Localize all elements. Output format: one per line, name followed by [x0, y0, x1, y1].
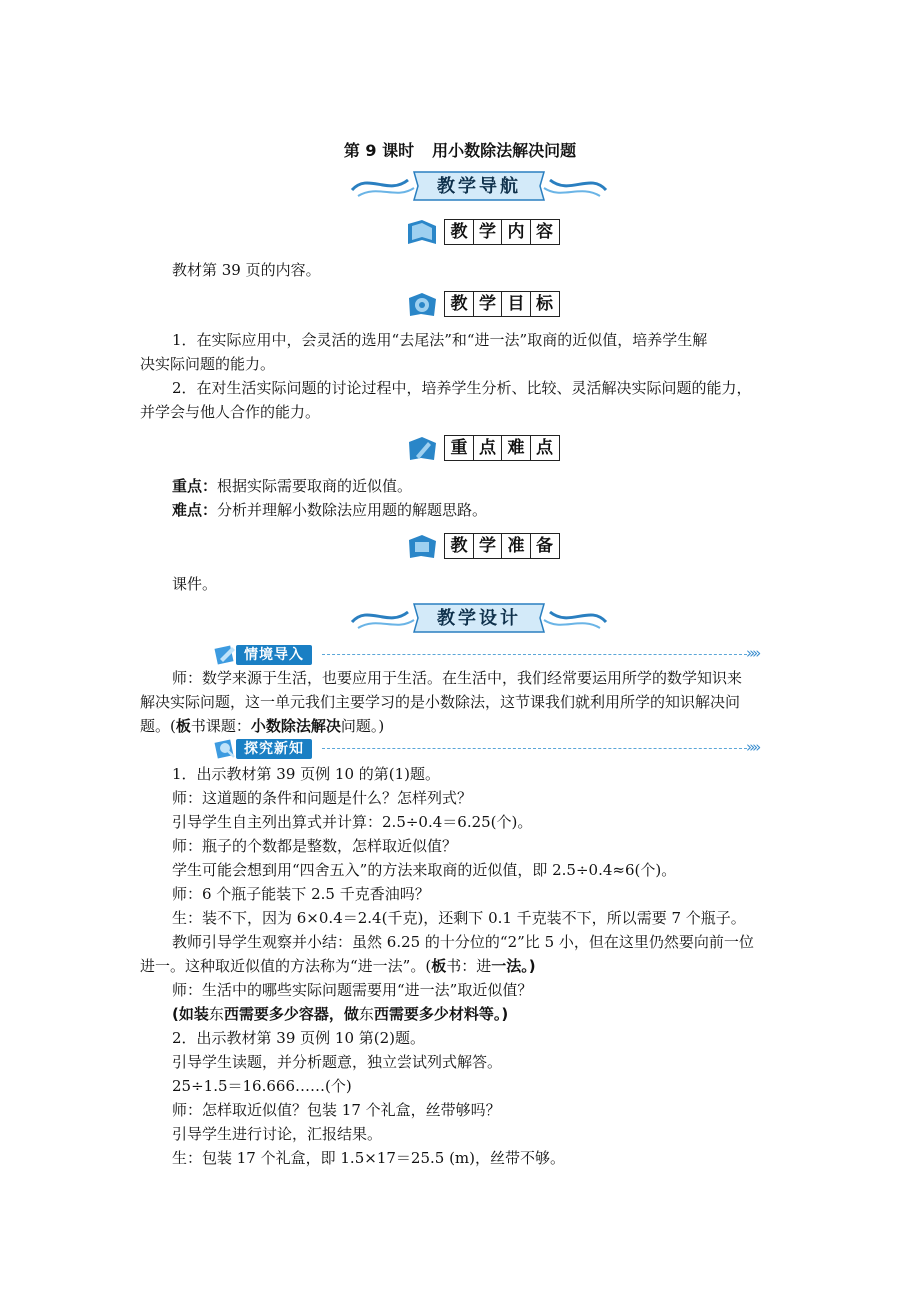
text-run: 题。(: [140, 717, 176, 735]
text-run: 进一。这种取近似值的方法称为“进一法”。(: [140, 957, 432, 975]
explore-line: 2．出示教材第 39 页例 10 第(2)题。: [172, 1029, 426, 1047]
double-arrow-icon: »»: [746, 644, 759, 662]
target-icon: [406, 290, 440, 320]
explore-line: 引导学生读题，并分析题意，独立尝试列式解答。: [172, 1053, 503, 1071]
goals-list: [140, 328, 790, 424]
intro-paragraph: [140, 666, 790, 738]
explore-line: 师：怎样取近似值？包装 17 个礼盒，丝带够吗？: [172, 1101, 501, 1119]
explore-line: 师：这道题的条件和问题是什么？怎样列式？: [172, 789, 473, 807]
header-char: 备: [530, 533, 560, 559]
tag-scenario-intro: [212, 643, 772, 667]
text-run: 板: [175, 717, 191, 735]
goal-line: 2．在对生活实际问题的讨论过程中，培养学生分析、比较、灵活解决实际问题的能力，: [172, 379, 752, 397]
intro-line: 师：数学来源于生活，也要应用于生活。在生活中，我们经常要运用所学的数学知识来: [172, 669, 743, 687]
explore-line: 1．出示教材第 39 页例 10 的第(1)题。: [172, 765, 441, 783]
difficulty-text: 分析并理解小数除法应用题的解题思路。: [217, 501, 488, 519]
header-char: 准: [501, 533, 531, 559]
goal-line: 决实际问题的能力。: [140, 355, 276, 373]
lesson-topic: 用小数除法解决问题: [432, 141, 577, 160]
header-char: 学: [473, 219, 503, 245]
header-char: 标: [530, 291, 560, 317]
header-char: 点: [530, 435, 560, 461]
intro-line: [140, 714, 790, 738]
difficulty-label: 难点：: [172, 501, 218, 519]
explore-body: [140, 762, 790, 1170]
banner-label: 教学设计: [437, 608, 521, 629]
explore-line: 引导学生进行讨论，汇报结果。: [172, 1125, 383, 1143]
intro-line: 解决实际问题，这一单元我们主要学习的是小数除法，这节课我们就利用所学的知识解决问: [140, 693, 741, 711]
explore-line: 生：装不下，因为 6×0.4＝2.4(千克)，还剩下 0.1 千克装不下，所以需要 7 个瓶子。: [172, 909, 746, 927]
header-char: 教: [444, 219, 474, 245]
header-char: 学: [473, 533, 503, 559]
text-run: 书课题：: [190, 717, 251, 735]
explore-line: 25÷1.5＝16.666……(个): [172, 1077, 352, 1095]
explore-line: [140, 954, 790, 978]
banner-teaching-design: [348, 598, 610, 638]
key-label: 重点：: [172, 477, 218, 495]
text-run: 板: [431, 957, 447, 975]
header-char: 学: [473, 291, 503, 317]
header-char: 教: [444, 291, 474, 317]
dashed-line: [322, 748, 747, 749]
header-char: 目: [501, 291, 531, 317]
tag-label: 探究新知: [236, 739, 312, 759]
text-run: 小数除法解决: [250, 717, 341, 735]
explore-line: 教师引导学生观察并小结：虽然 6.25 的十分位的“2”比 5 小，但在这里仍然要向前一位: [172, 933, 754, 951]
folder-icon: [406, 532, 440, 562]
banner-teaching-nav: [348, 166, 610, 206]
explore-line: 师：瓶子的个数都是整数，怎样取近似值？: [172, 837, 458, 855]
header-char: 内: [501, 219, 531, 245]
pencil-icon: [406, 434, 440, 464]
text-run: 东: [208, 1005, 224, 1023]
explore-line: 引导学生自主列出算式并计算：2.5÷0.4＝6.25(个)。: [172, 813, 533, 831]
double-arrow-icon: »»: [746, 738, 759, 756]
goal-line: 并学会与他人合作的能力。: [140, 403, 321, 421]
lesson-title: [0, 138, 920, 161]
content-text: 教材第 39 页的内容。: [172, 261, 321, 279]
lesson-number: 第 9 课时: [343, 141, 415, 160]
keypoint-line: [140, 474, 790, 498]
explore-line: [140, 1002, 790, 1026]
tag-label: 情境导入: [236, 645, 312, 665]
header-char: 教: [444, 533, 474, 559]
text-run: 书：进: [446, 957, 492, 975]
text-run: 西需要多少材料等。): [373, 1005, 509, 1023]
explore-line: 师：生活中的哪些实际问题需要用“进一法”取近似值？: [172, 981, 533, 999]
difficulty-line: [140, 498, 790, 522]
header-char: 点: [473, 435, 503, 461]
dashed-line: [322, 654, 747, 655]
banner-label: 教学导航: [437, 176, 521, 197]
header-char: 难: [501, 435, 531, 461]
explore-line: 师：6 个瓶子能装下 2.5 千克香油吗？: [172, 885, 430, 903]
explore-line: 生：包装 17 个礼盒，即 1.5×17＝25.5 (m)，丝带不够。: [172, 1149, 565, 1167]
tag-explore-new: [212, 737, 772, 761]
explore-line: 学生可能会想到用“四舍五入”的方法来取商的近似值，即 2.5÷0.4≈6(个)。: [172, 861, 677, 879]
text-run: 东: [358, 1005, 374, 1023]
text-run: (如装: [172, 1005, 209, 1023]
prep-text: 课件。: [172, 575, 218, 593]
header-char: 容: [530, 219, 560, 245]
text-run: 西需要多少容器，做: [223, 1005, 359, 1023]
text-run: 问题。): [340, 717, 385, 735]
book-icon: [406, 218, 440, 248]
goal-line: 1．在实际应用中，会灵活的选用“去尾法”和“进一法”取商的近似值，培养学生解: [172, 331, 708, 349]
key-text: 根据实际需要取商的近似值。: [217, 477, 413, 495]
header-char: 重: [444, 435, 474, 461]
text-run: 一法。): [491, 957, 536, 975]
